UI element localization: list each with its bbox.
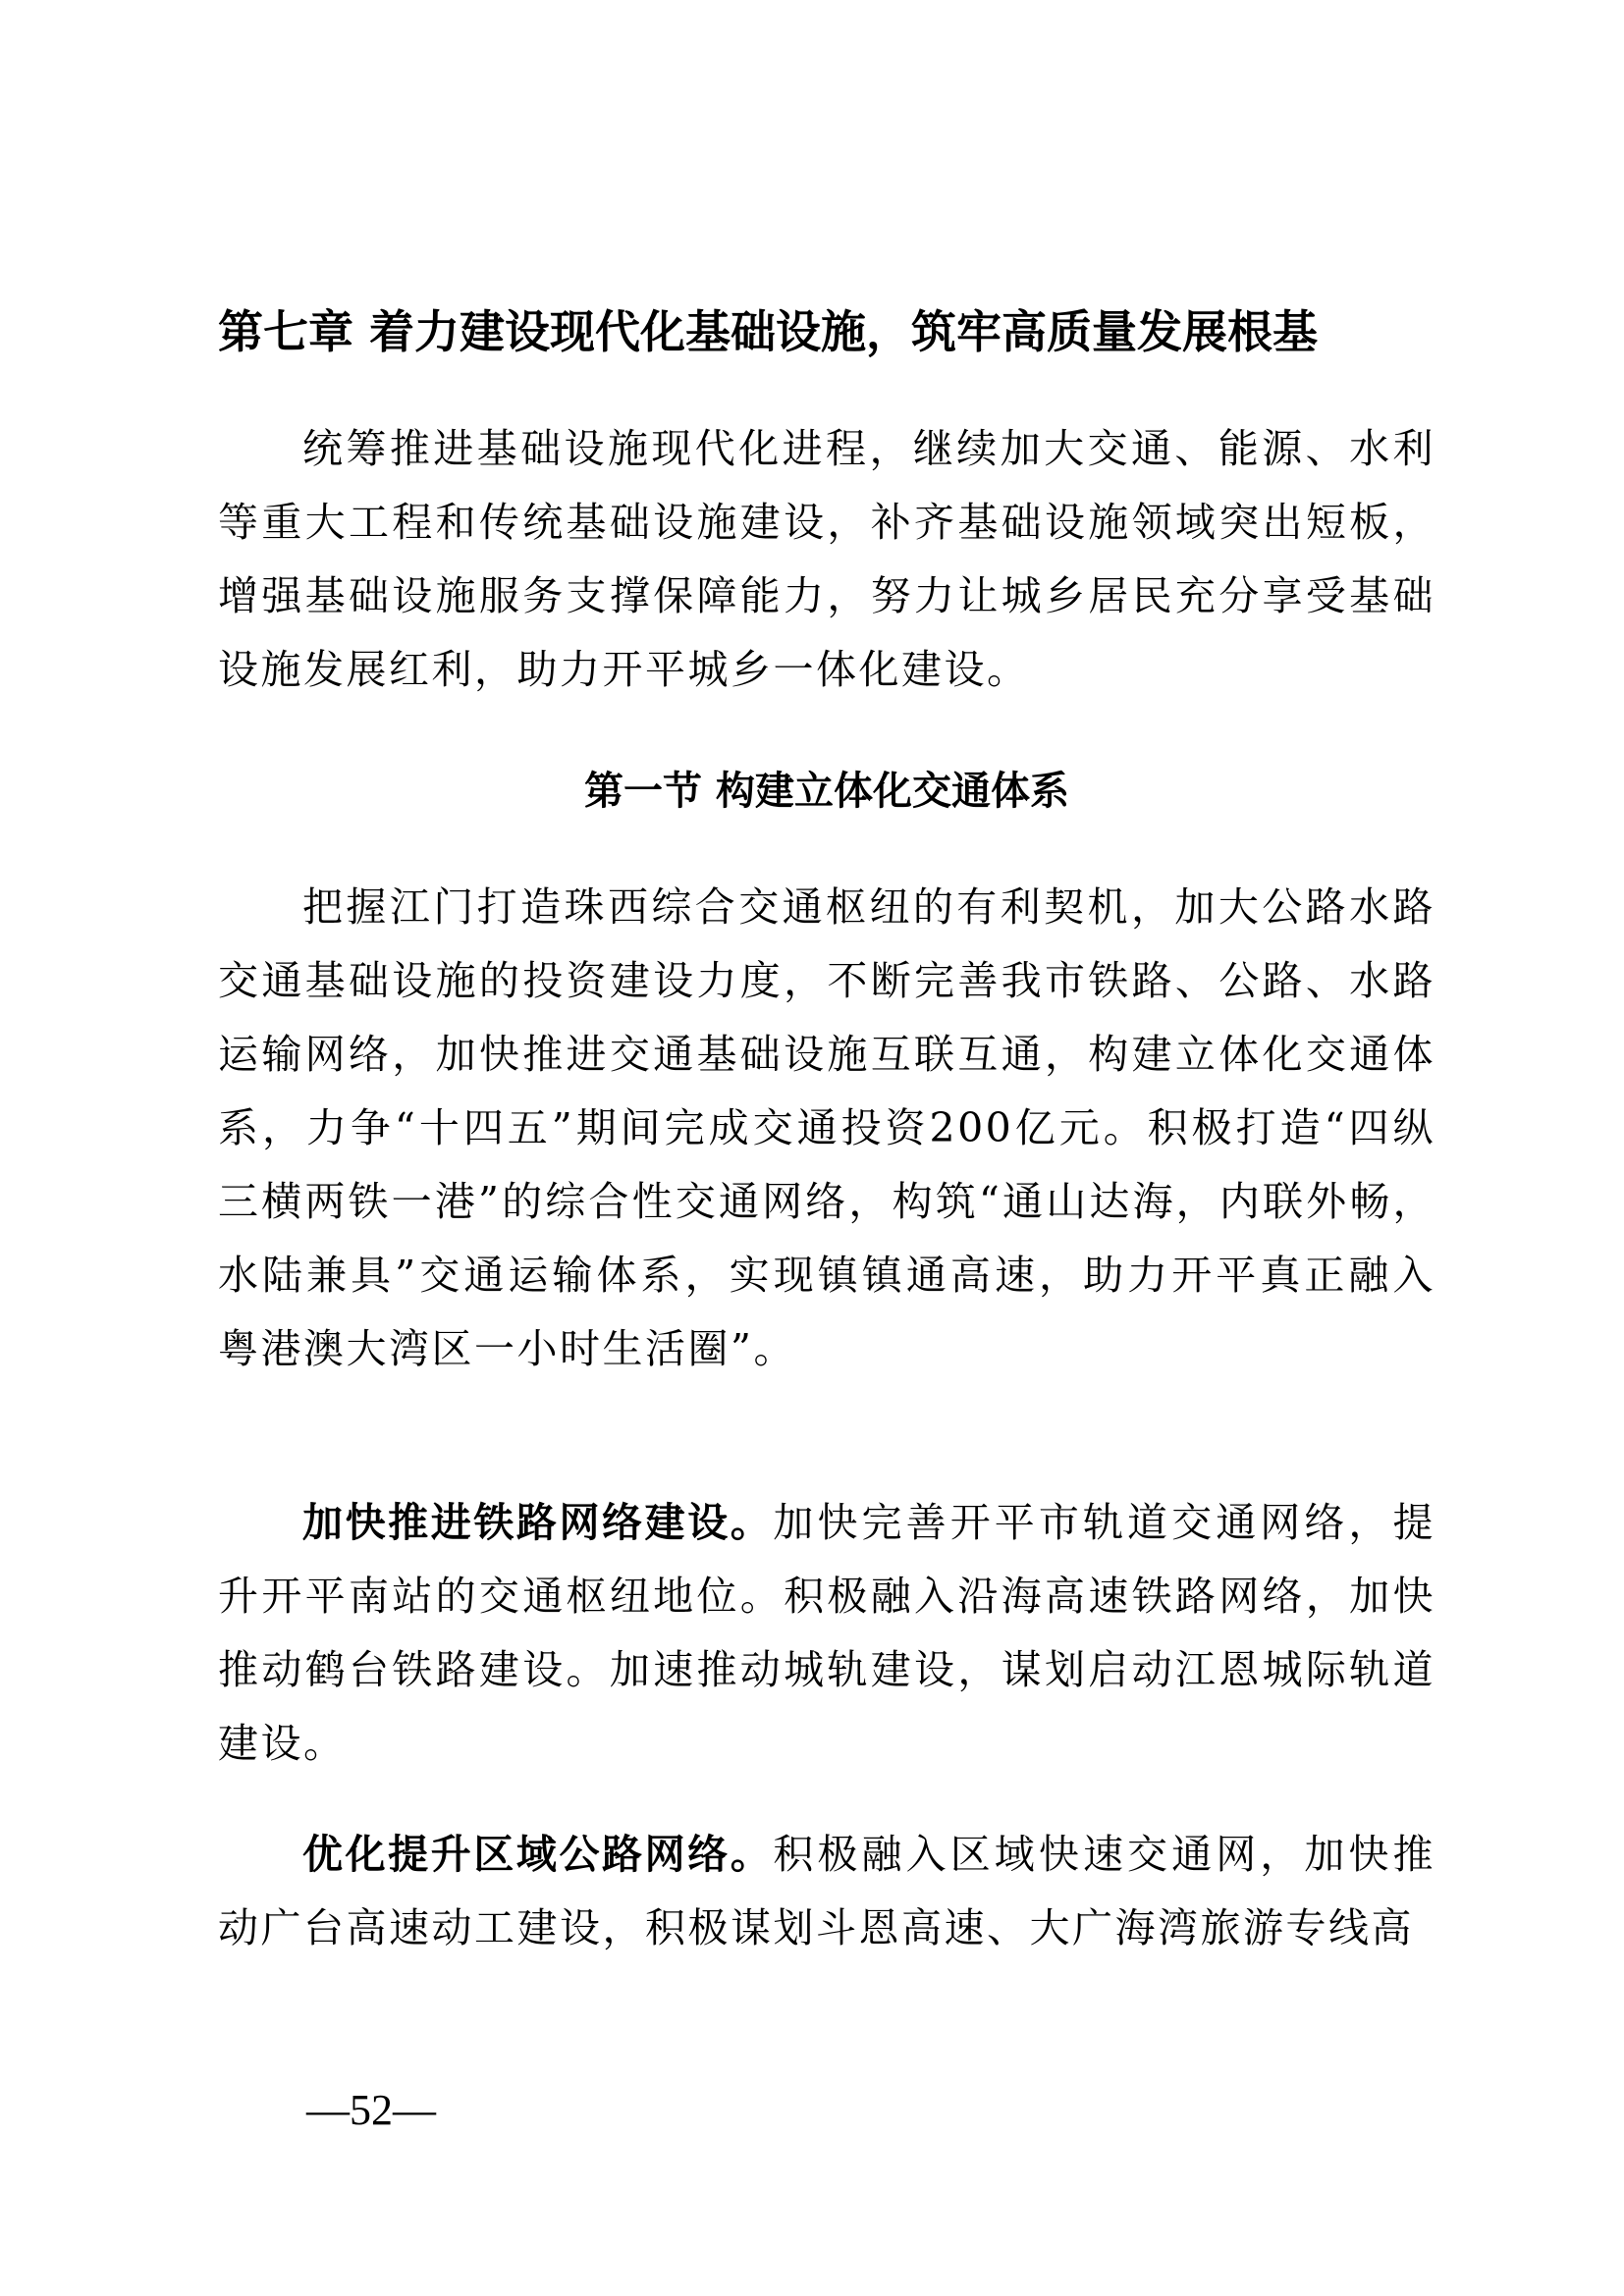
chapter-title: 第七章 着力建设现代化基础设施，筑牢高质量发展根基	[218, 305, 1319, 358]
item-paragraph-highway	[218, 1818, 1435, 1965]
item-text: 加快完善开平市轨道交通网络，提升开平南站的交通枢纽地位。积极融入沿海高速铁路网络，加快推动鹤台铁路建设。加速推动城轨建设，谋划启动江恩城际轨道建设。	[218, 1499, 1436, 1767]
item-heading: 加快推进铁路网络建设。	[302, 1499, 774, 1546]
item-text: 积极融入区域快速交通网，加快推动广台高速动工建设，积极谋划斗恩高速、大广海湾旅游专线高	[218, 1831, 1436, 1951]
item-paragraph-railway	[218, 1486, 1435, 1781]
intro-paragraph: 统筹推进基础设施现代化进程，继续加大交通、能源、水利等重大工程和传统基础设施建设，补齐基础设施领域突出短板，增强基础设施服务支撑保障能力，努力让城乡居民充分享受基础设施发展红利，助力开平城乡一体化建设。	[218, 425, 1435, 693]
section-paragraph: 把握江门打造珠西综合交通枢纽的有利契机，加大公路水路交通基础设施的投资建设力度，不断完善我市铁路、公路、水路运输网络，加快推进交通基础设施互联互通，构建立体化交通体系，力争“十四五”期间完成交通投资200亿元。积极打造“四纵三横两铁一港”的综合性交通网络，构筑“通山达海，内联外畅，水陆兼具”交通运输体系，实现镇镇通高速，助力开平真正融入粤港澳大湾区一小时生活圈”。	[218, 883, 1435, 1372]
item-heading: 优化提升区域公路网络。	[302, 1831, 774, 1878]
section-title: 第一节 构建立体化交通体系	[584, 769, 1069, 814]
page-number: —52—	[306, 2086, 436, 2134]
